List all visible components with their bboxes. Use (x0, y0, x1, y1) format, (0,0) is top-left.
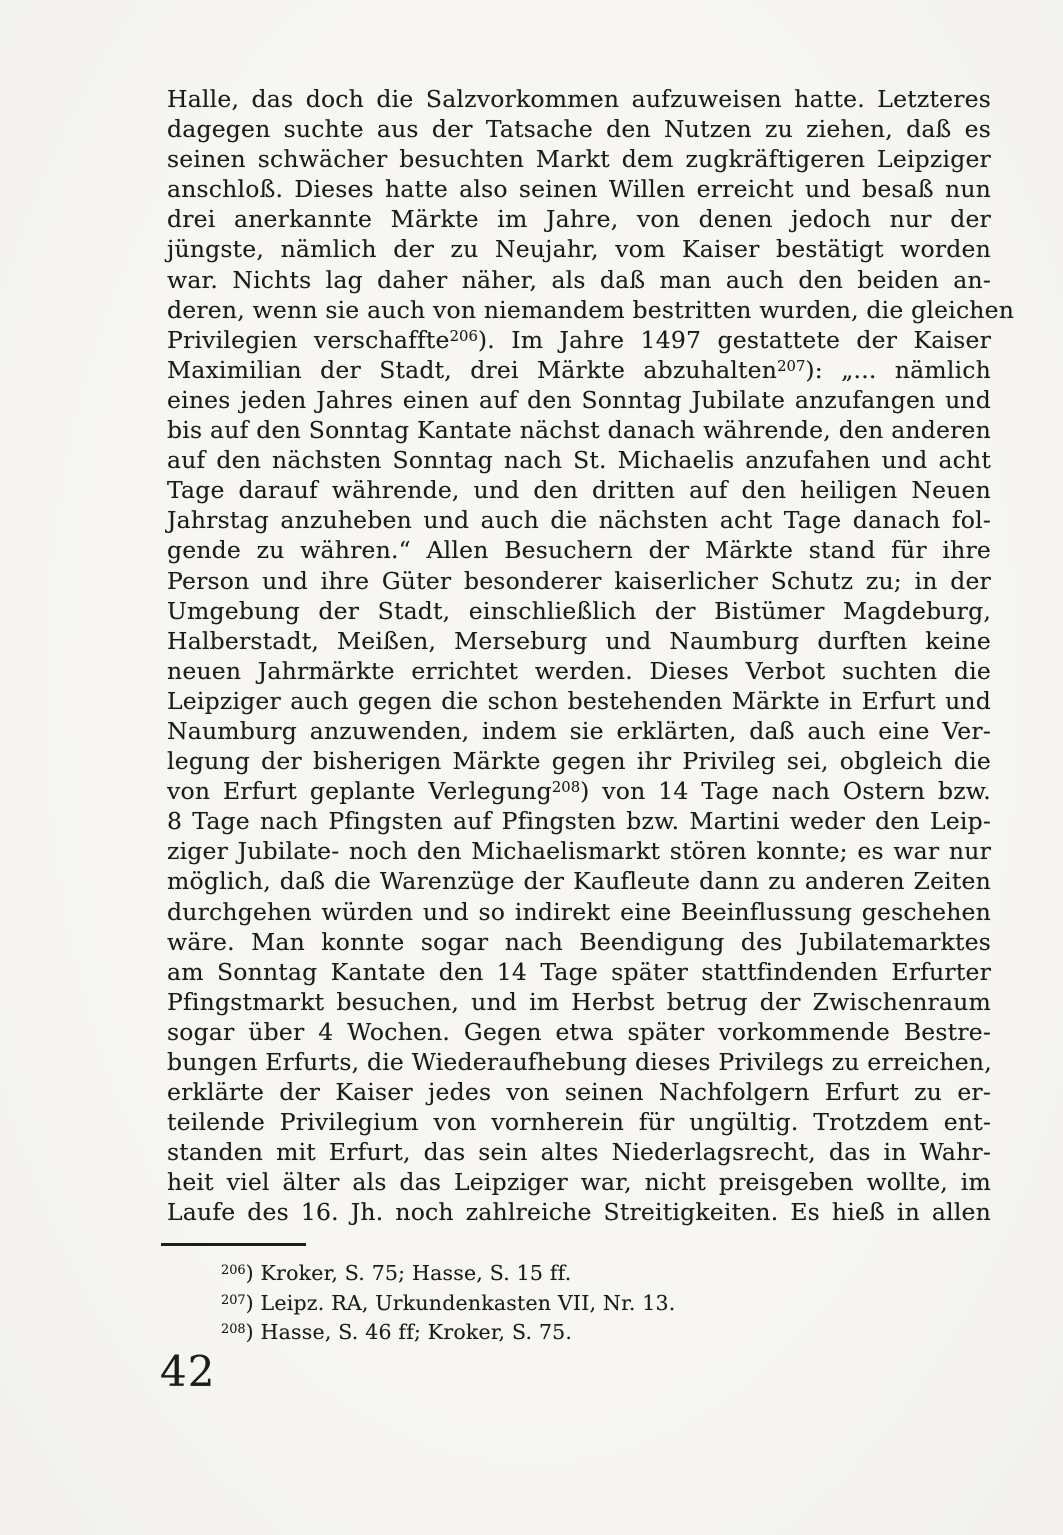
footnote-line: $^{208}$) Hasse, S. 46 ff; Kroker, S. 75. (221, 1320, 573, 1344)
body-text-line: Maximilian der Stadt, drei Märkte abzuhalten$^{207}$): „... nämlich (167, 355, 991, 384)
body-text-line: neuen Jahrmärkte errichtet werden. Dieses Verbot suchten die (167, 656, 991, 685)
body-text-line: legung der bisherigen Märkte gegen ihr Privileg sei, obgleich die (167, 747, 991, 776)
body-text-line: auf den nächsten Sonntag nach St. Michaelis anzufahen und acht (167, 446, 991, 475)
body-text (167, 84, 1015, 1228)
body-text-line: Person und ihre Güter besonderer kaiserlicher Schutz zu; in der (167, 566, 991, 595)
body-text-line: durchgehen würden und so indirekt eine Beeinflussung geschehen (167, 897, 991, 926)
body-text-line: bis auf den Sonntag Kantate nächst danach währende, den anderen (167, 416, 991, 445)
body-text-line: erklärte der Kaiser jedes von seinen Nachfolgern Erfurt zu er- (167, 1078, 991, 1107)
body-text-line: standen mit Erfurt, das sein altes Niederlagsrecht, das in Wahr- (167, 1138, 991, 1167)
body-text-line: war. Nichts lag daher näher, als daß man auch den beiden an- (167, 265, 991, 294)
body-text-line: Jahrstag anzuheben und auch die nächsten acht Tage danach fol- (167, 506, 991, 535)
body-text-line: Privilegien verschaffte$^{206}$). Im Jahre 1497 gestattete der Kaiser (167, 325, 992, 354)
body-text-line: Tage darauf währende, und den dritten auf den heiligen Neuen (167, 476, 991, 505)
footnote-marker: 208 (551, 779, 581, 797)
body-text-line: Laufe des 16. Jh. noch zahlreiche Streitigkeiten. Es hieß in allen (167, 1198, 991, 1227)
body-text-line: teilende Privilegium von vornherein für ungültig. Trotzdem ent- (167, 1108, 991, 1137)
body-text-line: wäre. Man konnte sogar nach Beendigung des Jubilatemarktes (167, 927, 991, 956)
footnote-marker: 207 (777, 357, 806, 375)
body-text-line: gende zu währen.“ Allen Besuchern der Märkte stand für ihre (167, 536, 991, 565)
footnote-marker: 206 (221, 1263, 246, 1278)
body-text-line: heit viel älter als das Leipziger war, nicht preisgeben wollte, im (167, 1168, 991, 1197)
footnote-marker: 206 (449, 327, 478, 345)
page-number: 42 (160, 1347, 216, 1396)
footnotes (221, 1259, 861, 1348)
footnote-marker: 208 (221, 1322, 246, 1337)
body-text-line: Halberstadt, Meißen, Merseburg und Naumburg durften keine (167, 626, 991, 655)
body-text-line: jüngste, nämlich der zu Neujahr, vom Kaiser bestätigt worden (167, 235, 991, 264)
body-text-line: deren, wenn sie auch von niemandem bestritten wurden, die gleichen (167, 295, 1015, 324)
body-text-line: drei anerkannte Märkte im Jahre, von denen jedoch nur der (167, 205, 991, 234)
body-text-line: Halle, das doch die Salzvorkommen aufzuweisen hatte. Letzteres (167, 85, 991, 113)
body-text-line: von Erfurt geplante Verlegung$^{208}$) von 14 Tage nach Ostern bzw. (167, 777, 991, 806)
body-text-line: dagegen suchte aus der Tatsache den Nutzen zu ziehen, daß es (167, 115, 991, 144)
body-text-line: bungen Erfurts, die Wiederaufhebung dieses Privilegs zu erreichen, (167, 1048, 992, 1076)
footnote-line: $^{207}$) Leipz. RA, Urkundenkasten VII, Nr. 13. (221, 1290, 676, 1315)
body-text-line: anschloß. Dieses hatte also seinen Willen erreicht und besaß nun (167, 175, 991, 204)
footnote-line: $^{206}$) Kroker, S. 75; Hasse, S. 15 ff. (221, 1261, 572, 1285)
body-text-line: Umgebung der Stadt, einschließlich der Bistümer Magdeburg, (167, 596, 991, 625)
body-text-line: 8 Tage nach Pfingsten auf Pfingsten bzw. Martini weder den Leip- (167, 807, 991, 836)
footnote-separator (161, 1243, 306, 1246)
body-text-line: Naumburg anzuwenden, indem sie erklärten, daß auch eine Ver- (167, 716, 991, 745)
body-text-line: eines jeden Jahres einen auf den Sonntag Jubilate anzufangen und (167, 385, 991, 414)
body-text-line: seinen schwächer besuchten Markt dem zugkräftigeren Leipziger (167, 145, 991, 174)
body-text-line: möglich, daß die Warenzüge der Kaufleute dann zu anderen Zeiten (167, 867, 991, 896)
body-text-line: am Sonntag Kantate den 14 Tage später stattfindenden Erfurter (167, 957, 991, 986)
body-text-line: ziger Jubilate- noch den Michaelismarkt stören konnte; es war nur (167, 837, 991, 866)
body-text-line: Pfingstmarkt besuchen, und im Herbst betrug der Zwischenraum (167, 987, 991, 1016)
body-text-line: sogar über 4 Wochen. Gegen etwa später vorkommende Bestre- (167, 1017, 991, 1046)
body-text-line: Leipziger auch gegen die schon bestehenden Märkte in Erfurt und (167, 686, 991, 715)
footnote-marker: 207 (221, 1292, 246, 1308)
